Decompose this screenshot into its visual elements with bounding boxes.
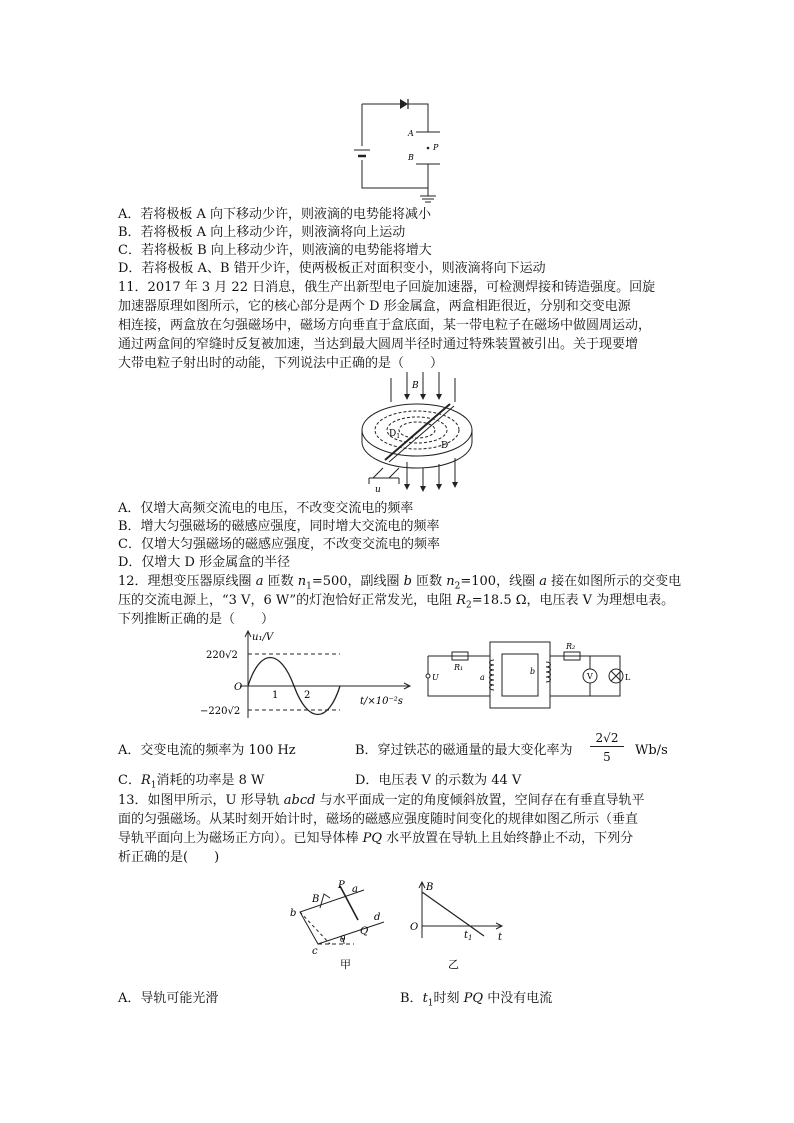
capacitor-circuit-figure [350,96,450,206]
graph-origin-label: O [234,682,243,693]
q13-line-3: 导轨平面向上为磁场正方向）。已知导体棒 PQ 水平放置在导轨上且始终静止不动，下列分 [118,831,634,846]
angle-theta-label: θ [340,935,346,945]
graph-y-axis-label: u₁/V [252,632,274,643]
graph-tick-2: 2 [304,690,311,701]
q10-option-b: B．若将极板 A 向上移动少许，则液滴将向上运动 [118,225,406,240]
q13-line-1: 13．如图甲所示，U 形导轨 abcd 与水平面成一定的角度倾斜放置，空间存在有垂直导轨平 [118,793,645,808]
graph-x-axis-label: t/×10⁻²s [360,696,403,707]
point-p-label: P [433,143,439,152]
q12-option-b-fraction-numerator: 2√2 [590,730,624,747]
q11-line-2: 加速器原理如图所示，它的核心部分是两个 D 形金属盒，两盒相距很近，分别和交变电源 [118,299,631,314]
r2-label: R₂ [566,642,576,651]
q12-option-d: D．电压表 V 的示数为 44 V [355,773,522,788]
q12-line-2: 压的交流电源上，“3 V，6 W”的灯泡恰好正常发光，电阻 $R_2=18.5$ Ω，电压表 V 为理想电表。 [118,593,675,611]
q13-option-a: A．导轨可能光滑 [118,991,219,1006]
q11-option-b: B．增大匀强磁场的磁感应强度，同时增大交流电的频率 [118,519,440,534]
lamp-label: L [625,673,631,682]
field-b-label: B [312,894,320,905]
q12-line-1: 12．理想变压器原线圈 a 匝数 $n_1=500$，副线圈 b 匝数 $n_2=100$，线圈 a 接在如图所示的交变电 [118,574,682,592]
rail-c-label: c [312,946,318,957]
q13-line-4: 析正确的是( ) [118,850,220,865]
q12-option-a: A．交变电流的频率为 100 Hz [118,743,296,758]
q11-option-d: D．仅增大 D 形金属盒的半径 [118,555,291,570]
source-u-label: U [432,673,439,682]
voltage-u-label: u [375,485,381,495]
coil-b-label: b [530,667,536,676]
rod-p-label: P [338,880,345,891]
rail-d-label: d [374,912,381,923]
d2-label: D [441,441,449,451]
q12-option-b-fraction-denominator: 5 [603,750,611,764]
q11-line-1: 11．2017 年 3 月 22 日消息，俄生产出新型电子回旋加速器，可检测焊接和铸造强度。回旋 [118,280,656,295]
q13-option-b: B．$t_1$时刻 PQ 中没有电流 [400,991,553,1009]
q11-option-c: C．仅增大匀强磁场的磁感应强度，不改变交流电的频率 [118,537,440,552]
magnetic-field-b-label: B [412,381,419,391]
plate-a-label: A [408,129,414,138]
d1-label: $D_1$ [389,429,401,440]
graph-t-axis-label: t [498,932,503,943]
rail-b-label: b [290,908,297,919]
coil-a-label: a [480,673,485,682]
graph-y-max-label: 220√2 [206,650,238,661]
b-t-graph [408,878,508,970]
figure-yi-caption: 乙 [448,958,459,971]
transformer-circuit [420,636,630,714]
q11-line-5: 大带电粒子射出时的动能，下列说法中正确的是（ ） [118,356,444,371]
q11-line-3: 相连接，两盒放在匀强磁场中，磁场方向垂直于盒底面，某一带电粒子在磁场中做圆周运动， [118,318,652,333]
q11-option-a: A．仅增大高频交流电的电压，不改变交流电的频率 [118,501,414,516]
sine-voltage-graph [200,628,420,723]
q13-line-2: 面的匀强磁场。从某时刻开始计时，磁场的磁感应强度随时间变化的规律如图乙所示（垂直 [118,812,639,827]
q10-option-d: D．若将极板 A、B 错开少许，使两极板正对面积变小，则液滴将向下运动 [118,261,546,276]
cyclotron-figure [355,372,480,494]
plate-b-label: B [408,153,414,162]
voltmeter-label: V [587,672,593,681]
q12-line-3: 下列推断正确的是（ ） [118,612,275,627]
q12-option-b-unit: Wb/s [635,743,668,758]
graph-y-min-label: −220√2 [200,706,241,717]
q12-option-c: C．$R_1$消耗的功率是 8 W [118,773,265,791]
graph-b-axis-label: B [426,882,434,893]
figure-jia-caption: 甲 [340,958,351,971]
r1-label: R₁ [454,663,464,672]
graph-t1-label: $t_1$ [464,930,473,942]
graph-origin-o-label: O [410,922,419,933]
q10-option-c: C．若将极板 B 向上移动少许，则液滴的电势能将增大 [118,243,432,258]
graph-tick-1: 1 [272,690,279,701]
q12-option-b: B．穿过铁芯的磁通量的最大变化率为 [355,743,573,758]
rail-a-label: a [352,884,358,895]
q10-option-a: A．若将极板 A 向下移动少许，则液滴的电势能将减小 [118,207,432,222]
u-rail-figure [284,872,394,970]
rod-q-label: Q [360,926,369,937]
q11-line-4: 通过两盒间的窄缝时反复被加速，当达到最大圆周半径时通过特殊装置被引出。关于现要增 [118,337,639,352]
